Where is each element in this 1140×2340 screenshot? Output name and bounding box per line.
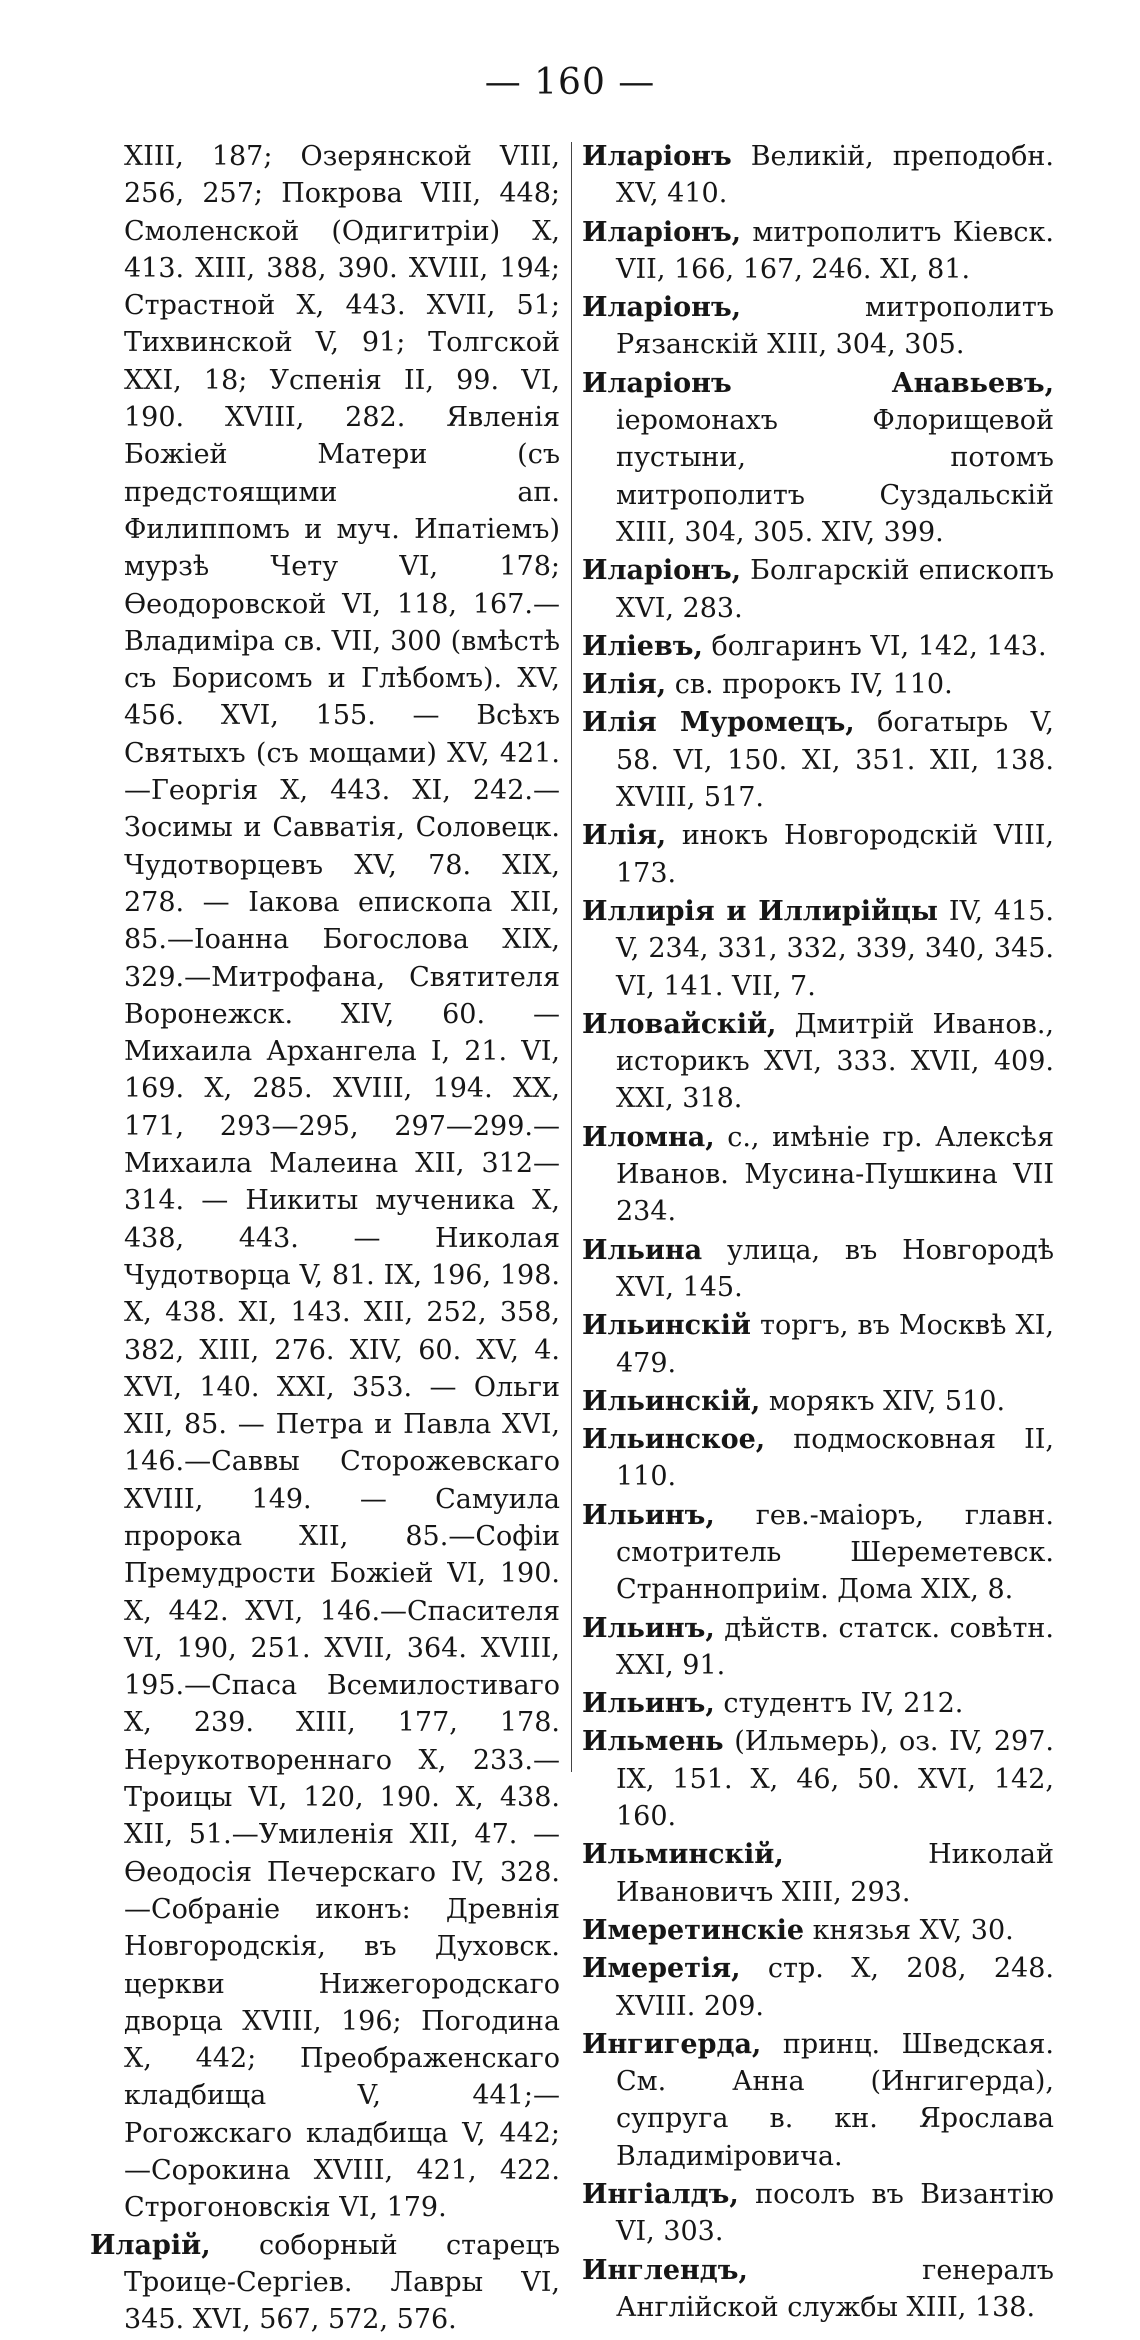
entry-text: генералъ Англійской службы XIII, 138.: [616, 2254, 1054, 2323]
index-entry: [582, 1006, 1054, 1118]
index-entry: [582, 628, 1054, 665]
entry-text: соборный старецъ Троице-Сергіев. Лавры VI, 345. XVI, 567, 572, 576.: [124, 2229, 560, 2336]
index-entry: [582, 666, 1054, 703]
left-column: [90, 138, 560, 2340]
entry-text: Дмитрій Иванов., историкъ XVI, 333. XVII, 409. XXI, 318.: [616, 1008, 1054, 1115]
index-entry: [582, 138, 1054, 213]
entry-headword: Иломна,: [582, 1121, 715, 1153]
entry-headword: Ильинскій: [582, 1310, 751, 1342]
entry-text: Великій, преподобн. XV, 410.: [616, 141, 1054, 210]
entry-headword: Иларіонъ,: [582, 292, 742, 324]
entry-headword: Илія,: [582, 820, 667, 852]
entry-text: морякъ XIV, 510.: [760, 1385, 1006, 1417]
entry-headword: Ильмень: [582, 1726, 724, 1758]
entry-text: стр. X, 208, 248. XVIII. 209.: [616, 1953, 1054, 2022]
index-entry: [582, 2026, 1054, 2175]
entry-headword: Ильина: [582, 1234, 703, 1266]
entry-text: студентъ IV, 212.: [714, 1688, 964, 1720]
entry-text: митрополитъ Рязанскій XIII, 304, 305.: [616, 292, 1054, 361]
index-entry: [582, 365, 1054, 551]
entry-headword: Иловайскій,: [582, 1008, 777, 1040]
continued-entry-text: XIII, 187; Озерянской VIII, 256, 257; Покрова VIII, 448; Смоленской (Одигитріи) X, 413. XIII, 388, 390. XVIII, 194; Страстной X, 443. XVII, 51; Тихвинской V, 91; Толгской XXI, 18; Успенія II, 99. VI, 190. XVIII, 282. Явленія Божіей Матери (съ предстоящими ап. Филиппомъ и муч. Ипатіемъ) мурзѣ Чету VI, 178; Ѳеодоровской VI, 118, 167.—Владиміра св. VII, 300 (вмѣстѣ съ Борисомъ и Глѣбомъ). XV, 456. XVI, 155. — Всѣхъ Святыхъ (съ мощами) XV, 421.—Георгія X, 443. XI, 242.—Зосимы и Савватія, Соловецк. Чудотворцевъ XV, 78. XIX, 278. — Іакова епископа XII, 85.—Іоанна Богослова XIX, 329.—Митрофана, Святителя Воронежск. XIV, 60. — Михаила Архангела I, 21. VI, 169. X, 285. XVIII, 194. XX, 171, 293—295, 297—299.—Михаила Малеина XII, 312—314. — Никиты мученика X, 438, 443. — Николая Чудотворца V, 81. IX, 196, 198. X, 438. XI, 143. XII, 252, 358, 382, XIII, 276. XIV, 60. XV, 4. XVI, 140. XXI, 353. — Ольги XII, 85. — Петра и Павла XVI, 146.—Саввы Сторожевскаго XVIII, 149. — Самуила пророка XII, 85.—Софіи Премудрости Божіей VI, 190. X, 442. XVI, 146.—Спасителя VI, 190, 251. XVII, 364. XVIII, 195.—Спаса Всемилостиваго X, 239. XIII, 177, 178. Нерукотвореннаго X, 233.—Троицы VI, 120, 190. X, 438. XII, 51.—Умиленія XII, 47. — Ѳеодосія Печерскаго IV, 328.—Собраніе иконъ: Древнія Новгородскія, въ Духовск. церкви Нижегородскаго дворца XVIII, 196; Погодина X, 442; Преображенскаго кладбища V, 441;—Рогожскаго кладбища V, 442;—Сорокина XVIII, 421, 422. Строгоновскія VI, 179.: [124, 141, 560, 2224]
entry-headword: Инглендъ,: [582, 2254, 748, 2286]
entry-headword: Иллирія и Иллирійцы: [582, 895, 938, 927]
index-entry: [582, 1912, 1054, 1949]
entry-headword: Ингіалдъ,: [582, 2179, 739, 2211]
entry-headword: Ингигерда,: [582, 2028, 762, 2060]
entry-text: гев.-маіоръ, главн. смотритель Шереметевск. Странноприім. Дома XIX, 8.: [616, 1499, 1054, 1606]
entry-headword: Ильинъ,: [582, 1688, 715, 1720]
entry-text: IV, 415. V, 234, 331, 332, 339, 340, 345. VI, 141. VII, 7.: [616, 895, 1054, 1002]
entry-text: іеромонахъ Флорищевой пустыни, потомъ митрополитъ Суздальскій XIII, 304, 305. XIV, 399.: [616, 405, 1054, 548]
index-entry: [582, 1383, 1054, 1420]
index-entry: [582, 1232, 1054, 1307]
index-entry: [582, 1610, 1054, 1685]
entry-text: (Ильмерь), оз. IV, 297. IX, 151. X, 46, 50. XVI, 142, 160.: [616, 1726, 1054, 1833]
entry-text: инокъ Новгородскій VIII, 173.: [616, 820, 1054, 889]
entry-headword: Ильминскій,: [582, 1839, 784, 1871]
page-number: — 160 —: [484, 62, 656, 103]
entry-text: с., имѣніе гр. Алексѣя Иванов. Мусина-Пушкина VII 234.: [616, 1121, 1054, 1228]
index-entry: [582, 893, 1054, 1005]
right-column: [582, 138, 1054, 2327]
entry-headword: Иліевъ,: [582, 630, 703, 662]
entry-text: принц. Шведская. См. Анна (Ингигерда), супруга в. кн. Ярослава Владиміровича.: [616, 2028, 1054, 2172]
index-entry: [582, 704, 1054, 816]
index-entry: [582, 1307, 1054, 1382]
entry-headword: Имеретинскіе: [582, 1914, 805, 1946]
entry-headword: Ильинскій,: [582, 1385, 761, 1417]
entry-text: князья XV, 30.: [804, 1914, 1014, 1946]
entry-headword: Илія,: [582, 669, 667, 701]
entry-headword: Ильинъ,: [582, 1612, 715, 1644]
entry-text: улица, въ Новгородѣ XVI, 145.: [616, 1234, 1054, 1303]
entry-text: Николай Ивановичъ XIII, 293.: [616, 1839, 1054, 1908]
index-entry: [582, 1723, 1054, 1835]
index-entry: [582, 289, 1054, 364]
index-entry: [582, 214, 1054, 289]
entry-headword: Илія Муромецъ,: [582, 707, 855, 739]
index-entry: [582, 2252, 1054, 2327]
entry-text: богатырь V, 58. VI, 150. XI, 351. XII, 138. XVIII, 517.: [616, 707, 1054, 814]
index-entry: [582, 2176, 1054, 2251]
index-entry: [582, 1950, 1054, 2025]
entry-text: посолъ въ Византію VI, 303.: [616, 2179, 1054, 2248]
entry-text: дѣйств. статск. совѣтн. XXI, 91.: [616, 1612, 1054, 1681]
index-entry: [90, 2227, 560, 2339]
index-entry: [582, 1497, 1054, 1609]
index-entry: [582, 817, 1054, 892]
entry-text: болгаринъ VI, 142, 143.: [702, 630, 1047, 662]
index-entry: [582, 1836, 1054, 1911]
entry-text: подмосковная II, 110.: [616, 1424, 1054, 1493]
entry-headword: Ильинъ,: [582, 1499, 715, 1531]
entry-text: митрополитъ Кіевск. VII, 166, 167, 246. XI, 81.: [616, 216, 1054, 285]
entry-text: Болгарскій епископъ XVI, 283.: [616, 555, 1054, 624]
index-entry: [582, 1685, 1054, 1722]
entry-headword: Иларіонъ Анавьевъ,: [582, 367, 1054, 399]
entry-headword: Иларіонъ: [582, 141, 732, 172]
index-entry: [582, 552, 1054, 627]
index-entry: [582, 1119, 1054, 1231]
entry-text: св. пророкъ IV, 110.: [666, 669, 953, 701]
entry-headword: Ильинское,: [582, 1424, 766, 1456]
entry-headword: Иларій,: [90, 2229, 211, 2261]
entry-text: торгъ, въ Москвѣ XI, 479.: [616, 1310, 1054, 1379]
entry-headword: Имеретія,: [582, 1953, 741, 1985]
column-divider: [571, 142, 572, 1772]
index-entry: [582, 1421, 1054, 1496]
entry-headword: Иларіонъ,: [582, 555, 742, 587]
entry-headword: Иларіонъ,: [582, 216, 742, 248]
